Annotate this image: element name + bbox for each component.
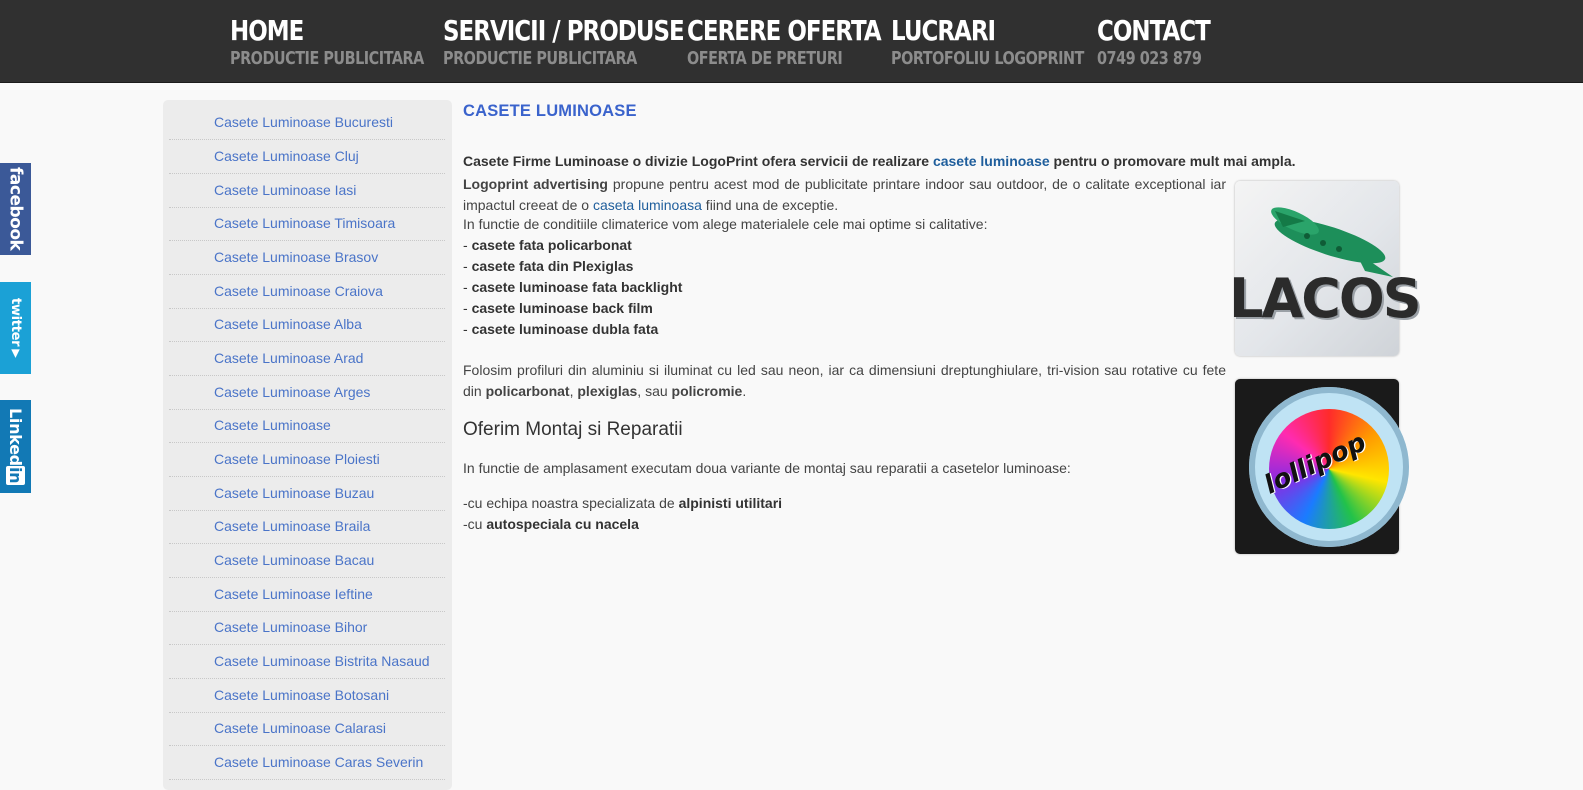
bullet-item	[463, 256, 633, 277]
paragraph-logoprint-text-b: fiind una de exceptie.	[701, 197, 839, 213]
montaj-option	[463, 493, 782, 514]
sidebar-item[interactable]	[169, 712, 445, 746]
sidebar-item-label: Casete Luminoase Buzau	[214, 485, 375, 501]
paragraph-montaj: In functie de amplasament executam doua variante de montaj sau reparatii a casetelor luminoase:	[463, 460, 1071, 476]
sidebar-item-label: Casete Luminoase Bistrita Nasaud	[214, 653, 430, 669]
sidebar-item-label: Casete Luminoase Brasov	[214, 249, 379, 265]
policarbonat-bold: policarbonat	[485, 383, 570, 399]
profiles-text: Folosim profiluri din aluminiu si iluminat cu led sau neon, iar ca dimensiuni dreptunghiulare, tri-vision sau rotative cu fete din	[463, 362, 1226, 399]
twitter-bird-icon: ▼	[9, 345, 22, 359]
sidebar-item-label: Casete Luminoase Bucuresti	[214, 114, 393, 130]
logoprint-advertising-bold: Logoprint advertising	[463, 176, 608, 192]
sidebar-item[interactable]	[169, 611, 445, 645]
top-navigation	[0, 0, 1583, 83]
lollipop-lettering: lollipop	[1259, 427, 1371, 501]
bullet-dash: -	[463, 237, 472, 253]
bullet-dash: -	[463, 300, 472, 316]
sidebar-item[interactable]	[169, 510, 445, 544]
casete-luminoase-link[interactable]: casete luminoase	[932, 153, 1050, 169]
sidebar-item[interactable]	[169, 477, 445, 511]
sidebar-item[interactable]	[169, 241, 445, 275]
sidebar-item[interactable]	[169, 140, 445, 174]
lacoste-lettering: LACOS	[1229, 267, 1420, 330]
bullet-item	[463, 277, 682, 298]
sidebar-item-label: Casete Luminoase Alba	[214, 316, 362, 332]
alpinisti-utilitari-bold: alpinisti utilitari	[678, 495, 783, 511]
intro-text-b: pentru o promovare mult mai ampla.	[1049, 153, 1296, 169]
sidebar-item-label: Casete Luminoase Botosani	[214, 687, 390, 703]
sidebar-item[interactable]	[169, 275, 445, 309]
bullet-text: casete fata policarbonat	[471, 237, 632, 253]
bullet-text: casete luminoase back film	[471, 300, 653, 316]
sidebar-item-label: Casete Luminoase Arges	[214, 384, 371, 400]
bullet-text: casete luminoase dubla fata	[471, 321, 659, 337]
autospeciala-nacela-bold: autospeciala cu nacela	[486, 516, 639, 532]
sidebar-item[interactable]	[169, 106, 445, 140]
nav-cerere-oferta[interactable]	[687, 14, 923, 70]
nav-servicii-subtitle: PRODUCTIE PUBLICITARA	[443, 48, 637, 69]
linkedin-in-icon: in	[6, 467, 25, 484]
nav-home-title: HOME	[230, 14, 304, 47]
sidebar-item-label: Casete Luminoase Craiova	[214, 283, 383, 299]
nav-lucrari-title: LUCRARI	[891, 14, 996, 47]
plexiglas-bold: plexiglas	[577, 383, 638, 399]
nav-contact[interactable]	[1097, 14, 1235, 70]
lacoste-lightbox-image	[1229, 181, 1420, 356]
nav-home-subtitle: PRODUCTIE PUBLICITARA	[230, 48, 424, 69]
nav-servicii-title: SERVICII / PRODUSE	[443, 14, 684, 47]
montaj-option	[463, 514, 639, 535]
bullet-dash: -	[463, 279, 472, 295]
lollipop-lightbox-image	[1235, 379, 1399, 554]
nav-contact-title: CONTACT	[1097, 14, 1210, 47]
sidebar-item-label: Casete Luminoase Ieftine	[214, 586, 373, 602]
nav-contact-phone: 0749 023 879	[1097, 48, 1202, 69]
profiles-end: .	[742, 383, 747, 399]
sidebar-item-label: Casete Luminoase Iasi	[214, 182, 357, 198]
sidebar-item[interactable]	[169, 174, 445, 208]
sidebar-item[interactable]	[169, 409, 445, 443]
sidebar-item-label: Casete Luminoase Braila	[214, 518, 371, 534]
bullet-dash: -	[463, 258, 472, 274]
linkedin-label	[6, 408, 25, 484]
sidebar-item-label: Casete Luminoase Timisoara	[214, 215, 396, 231]
profiles-sep-2: , sau	[637, 383, 672, 399]
nav-lucrari[interactable]	[891, 14, 1132, 70]
nav-cerere-subtitle: OFERTA DE PRETURI	[687, 48, 843, 69]
bullet-text: casete fata din Plexiglas	[471, 258, 634, 274]
bullet-text: casete luminoase fata backlight	[471, 279, 683, 295]
paragraph-materials: In functie de conditiile climaterice vom alege materialele cele mai optime si calitative:	[463, 216, 988, 232]
caseta-luminoasa-link[interactable]: caseta luminoasa	[592, 197, 702, 213]
sidebar-item-label: Casete Luminoase Bacau	[214, 552, 375, 568]
twitter-tab[interactable]	[0, 282, 31, 374]
bullet-dash: -	[463, 321, 472, 337]
facebook-tab[interactable]	[0, 163, 31, 255]
sidebar-item[interactable]	[169, 308, 445, 342]
bullet-item	[463, 298, 653, 319]
page-title: CASETE LUMINOASE	[463, 102, 637, 120]
nav-lucrari-subtitle: PORTOFOLIU LOGOPRINT	[891, 48, 1084, 69]
sidebar-item[interactable]	[169, 342, 445, 376]
sidebar-item[interactable]	[169, 544, 445, 578]
profiles-sep-1: ,	[569, 383, 578, 399]
sidebar-item-label: Casete Luminoase Calarasi	[214, 720, 386, 736]
montaj-option-text: -cu echipa noastra specializata de	[463, 495, 679, 511]
nav-home[interactable]	[230, 14, 472, 70]
sidebar-item[interactable]	[169, 443, 445, 477]
montaj-option-text: -cu	[463, 516, 487, 532]
sidebar-menu	[163, 100, 452, 790]
sidebar-item-label: Casete Luminoase Caras Severin	[214, 754, 424, 770]
facebook-label: facebook	[5, 167, 26, 251]
intro-paragraph	[463, 153, 1296, 169]
montaj-heading: Oferim Montaj si Reparatii	[463, 419, 683, 440]
sidebar-item[interactable]	[169, 578, 445, 612]
twitter-label-text: twitter	[8, 297, 23, 346]
bullet-item	[463, 319, 658, 340]
policromie-bold: policromie	[671, 383, 743, 399]
nav-cerere-title: CERERE OFERTA	[687, 14, 881, 47]
sidebar-item[interactable]	[169, 207, 445, 241]
sidebar-item[interactable]	[169, 376, 445, 410]
intro-text-a: Casete Firme Luminoase o divizie LogoPrint ofera servicii de realizare	[463, 153, 933, 169]
sidebar-item-label: Casete Luminoase Ploiesti	[214, 451, 380, 467]
sidebar-item[interactable]	[169, 645, 445, 679]
paragraph-logoprint-text-a: propune pentru acest mod de publicitate printare indoor sau outdoor, de o calitate exceptional iar impactul creeat de o	[463, 176, 1227, 213]
bullet-item	[463, 235, 632, 256]
sidebar-item-label: Casete Luminoase Arad	[214, 350, 364, 366]
sidebar-item[interactable]	[169, 679, 445, 713]
paragraph-logoprint	[463, 174, 1226, 216]
linkedin-tab[interactable]	[0, 400, 31, 493]
sidebar-item-label: Casete Luminoase Bihor	[214, 619, 368, 635]
sidebar-item-label: Casete Luminoase Cluj	[214, 148, 359, 164]
twitter-label	[8, 298, 23, 359]
paragraph-profiles	[463, 360, 1226, 402]
sidebar-item[interactable]	[169, 746, 445, 780]
linkedin-label-text: Linked	[6, 408, 25, 467]
sidebar-item-label: Casete Luminoase	[214, 417, 331, 433]
